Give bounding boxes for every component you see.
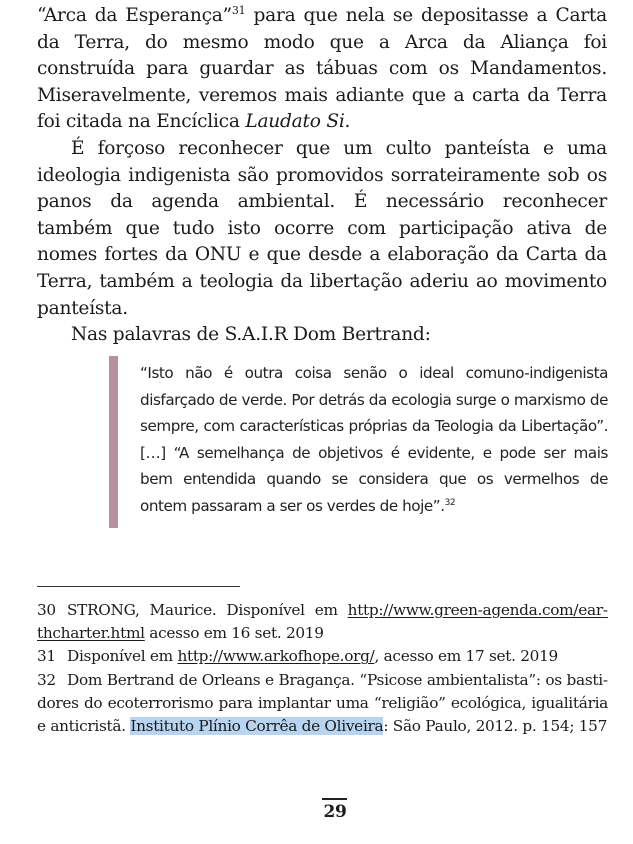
footnote-31: [37, 645, 608, 668]
footnote-link[interactable]: http://www.green-agenda.com/earthcharter.html: [37, 601, 608, 643]
paragraph-1-text-c: .: [344, 111, 351, 133]
page-number-rule: [322, 798, 347, 800]
footnote-ref-31[interactable]: 31: [231, 4, 246, 17]
footnote-ref-32[interactable]: 32: [444, 497, 456, 508]
quote-text: [140, 360, 608, 519]
footnote-30: [37, 599, 608, 645]
footnote-divider: [37, 586, 240, 587]
footnote-text: Disponível em: [67, 647, 178, 666]
quote-bar: [109, 356, 118, 528]
footnote-text: acesso em 16 set. 2019: [144, 624, 324, 643]
footnote-text: , acesso em 17 set. 2019: [374, 647, 558, 666]
footnote-text: : São Paulo, 2012. p. 154; 157: [383, 717, 608, 736]
paragraph-2: É forçoso reconhecer que um culto panteísta e uma ideologia indigenista são promovidos sorrateiramente sob os panos da agenda ambiental. É necessário reconhecer também que tudo isto ocorre com participação ativa de nomes fortes da ONU e que desde a elaboração da Carta da Terra, também a teologia da libertação aderiu ao movimento panteísta.: [37, 137, 607, 319]
page-number: 29: [323, 802, 347, 822]
footnote-number: 30: [37, 601, 56, 619]
footnotes: [37, 599, 608, 738]
footnote-link[interactable]: http://www.arkofhope.org/: [177, 647, 375, 666]
main-text: [37, 3, 607, 349]
paragraph-3: Nas palavras de S.A.I.R Dom Bertrand:: [71, 324, 431, 346]
footnote-number: 31: [37, 647, 56, 666]
footnote-number: 32: [37, 670, 56, 689]
paragraph-1: [37, 3, 607, 136]
footnote-text: STRONG, Maurice. Disponível em: [67, 601, 348, 619]
encyclical-title: Laudato Si: [245, 111, 345, 133]
block-quote: [109, 354, 609, 529]
highlighted-selection[interactable]: Instituto Plínio Corrêa de Oliveira: [130, 717, 384, 736]
paragraph-1-text-b: para que nela se depositasse a Carta da Terra, do mesmo modo que a Arca da Aliança foi construída para guardar as tábuas com os Mandamentos. Miseravelmente, veremos mais adiante que a carta da Terra foi citada na Encíclica: [37, 5, 607, 133]
footnote-text: Dom Bertrand de Orleans e Bragança. “Psicose ambientalista”: os bastidores do ecoterrorismo para implantar uma “religião” ecológica, igualitária e anticristã.: [37, 670, 608, 736]
paragraph-1-text-a: “Arca da Esperança”: [37, 5, 232, 26]
footnote-32: [37, 669, 608, 739]
quote-body: “Isto não é outra coisa senão o ideal comuno-indigenista disfarçado de verde. Por detrás da ecologia surge o marxismo de sempre, com características próprias da Teologia da Libertação”. […] “A semelhança de objetivos é evidente, e pode ser mais bem entendida quando se considera que os vermelhos de ontem passaram a ser os verdes de hoje”.: [140, 364, 608, 515]
